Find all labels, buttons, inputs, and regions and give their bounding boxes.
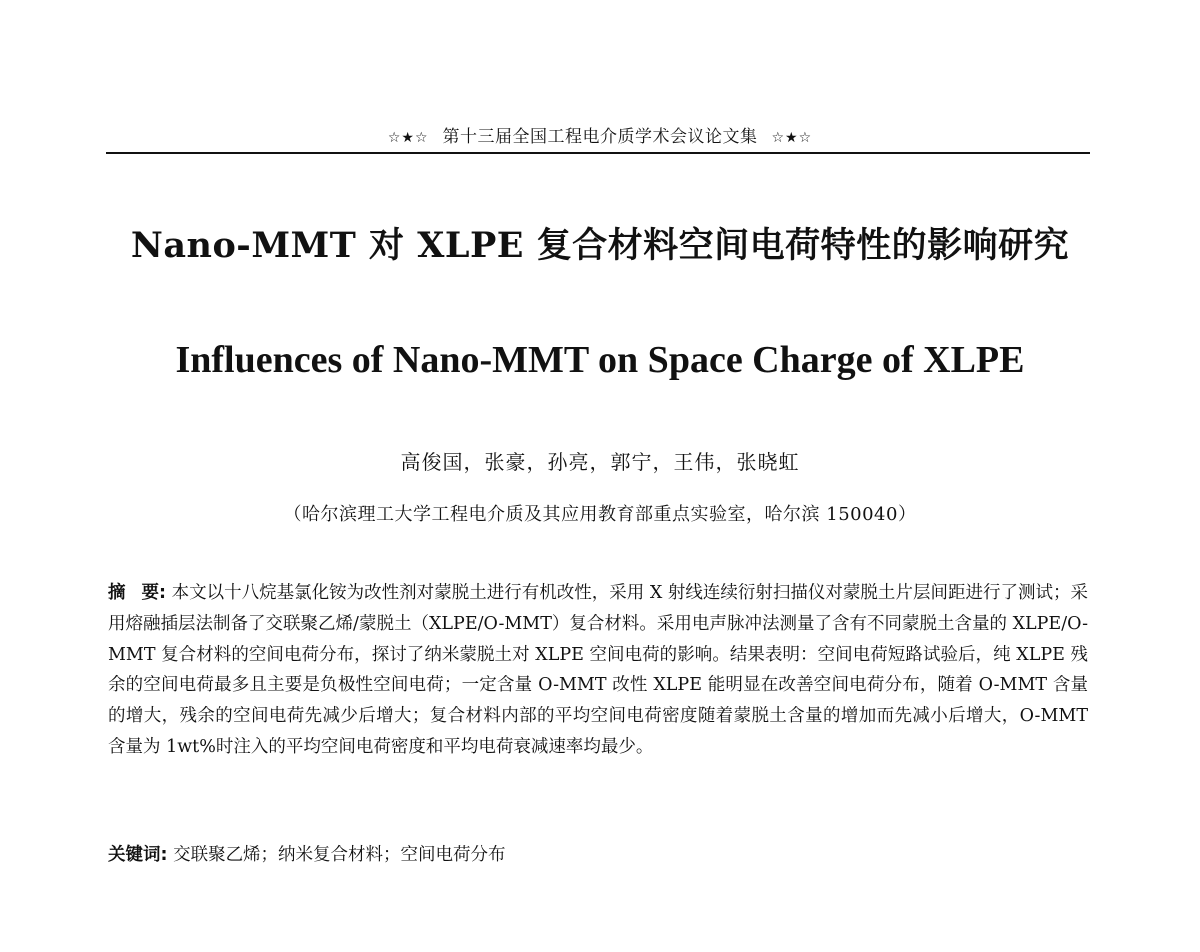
abstract-label-char2: 要 — [141, 583, 160, 603]
title-chinese: Nano-MMT 对 XLPE 复合材料空间电荷特性的影响研究 — [130, 225, 1070, 266]
keywords-label: 关键词: — [108, 845, 168, 865]
abstract-label-char1: 摘 — [108, 583, 126, 603]
title-english: Influences of Nano-MMT on Space Charge of XLPE — [175, 339, 1025, 381]
affiliation: （哈尔滨理工大学工程电介质及其应用教育部重点实验室，哈尔滨 150040） — [283, 504, 917, 525]
abstract-label — [108, 583, 166, 603]
header-stars-left: ☆★☆ — [387, 130, 429, 146]
keywords — [108, 840, 1088, 870]
keywords-text: 交联聚乙烯；纳米复合材料；空间电荷分布 — [167, 845, 506, 865]
header-stars-right: ☆★☆ — [771, 130, 813, 146]
author-list: 高俊国，张豪，孙亮，郭宁，王伟，张晓虹 — [400, 450, 800, 474]
header-rule — [106, 152, 1090, 154]
abstract-label-colon: : — [159, 583, 167, 603]
running-header — [0, 122, 1200, 147]
abstract-text: 本文以十八烷基氯化铵为改性剂对蒙脱土进行有机改性，采用 X 射线连续衍射扫描仪对蒙脱土片层间距进行了测试；采用熔融插层法制备了交联聚乙烯/蒙脱土（XLPE/O-MMT）复合材料。采用电声脉冲法测量了含有不同蒙脱土含量的 XLPE/O-MMT 复合材料的空间电荷分布，探讨了纳米蒙脱土对 XLPE 空间电荷的影响。结果表明：空间电荷短路试验后，纯 XLPE 残余的空间电荷最多且主要是负极性空间电荷；一定含量 O-MMT 改性 XLPE 能明显在改善空间电荷分布，随着 O-MMT 含量的增大，残余的空间电荷先减少后增大；复合材料内部的平均空间电荷密度随着蒙脱土含量的增加而先减小后增大，O-MMT 含量为 1wt%时注入的平均空间电荷密度和平均电荷衰减速率均最少。 — [108, 583, 1088, 757]
header-text: 第十三届全国工程电介质学术会议论文集 — [442, 127, 758, 147]
abstract — [108, 578, 1088, 763]
